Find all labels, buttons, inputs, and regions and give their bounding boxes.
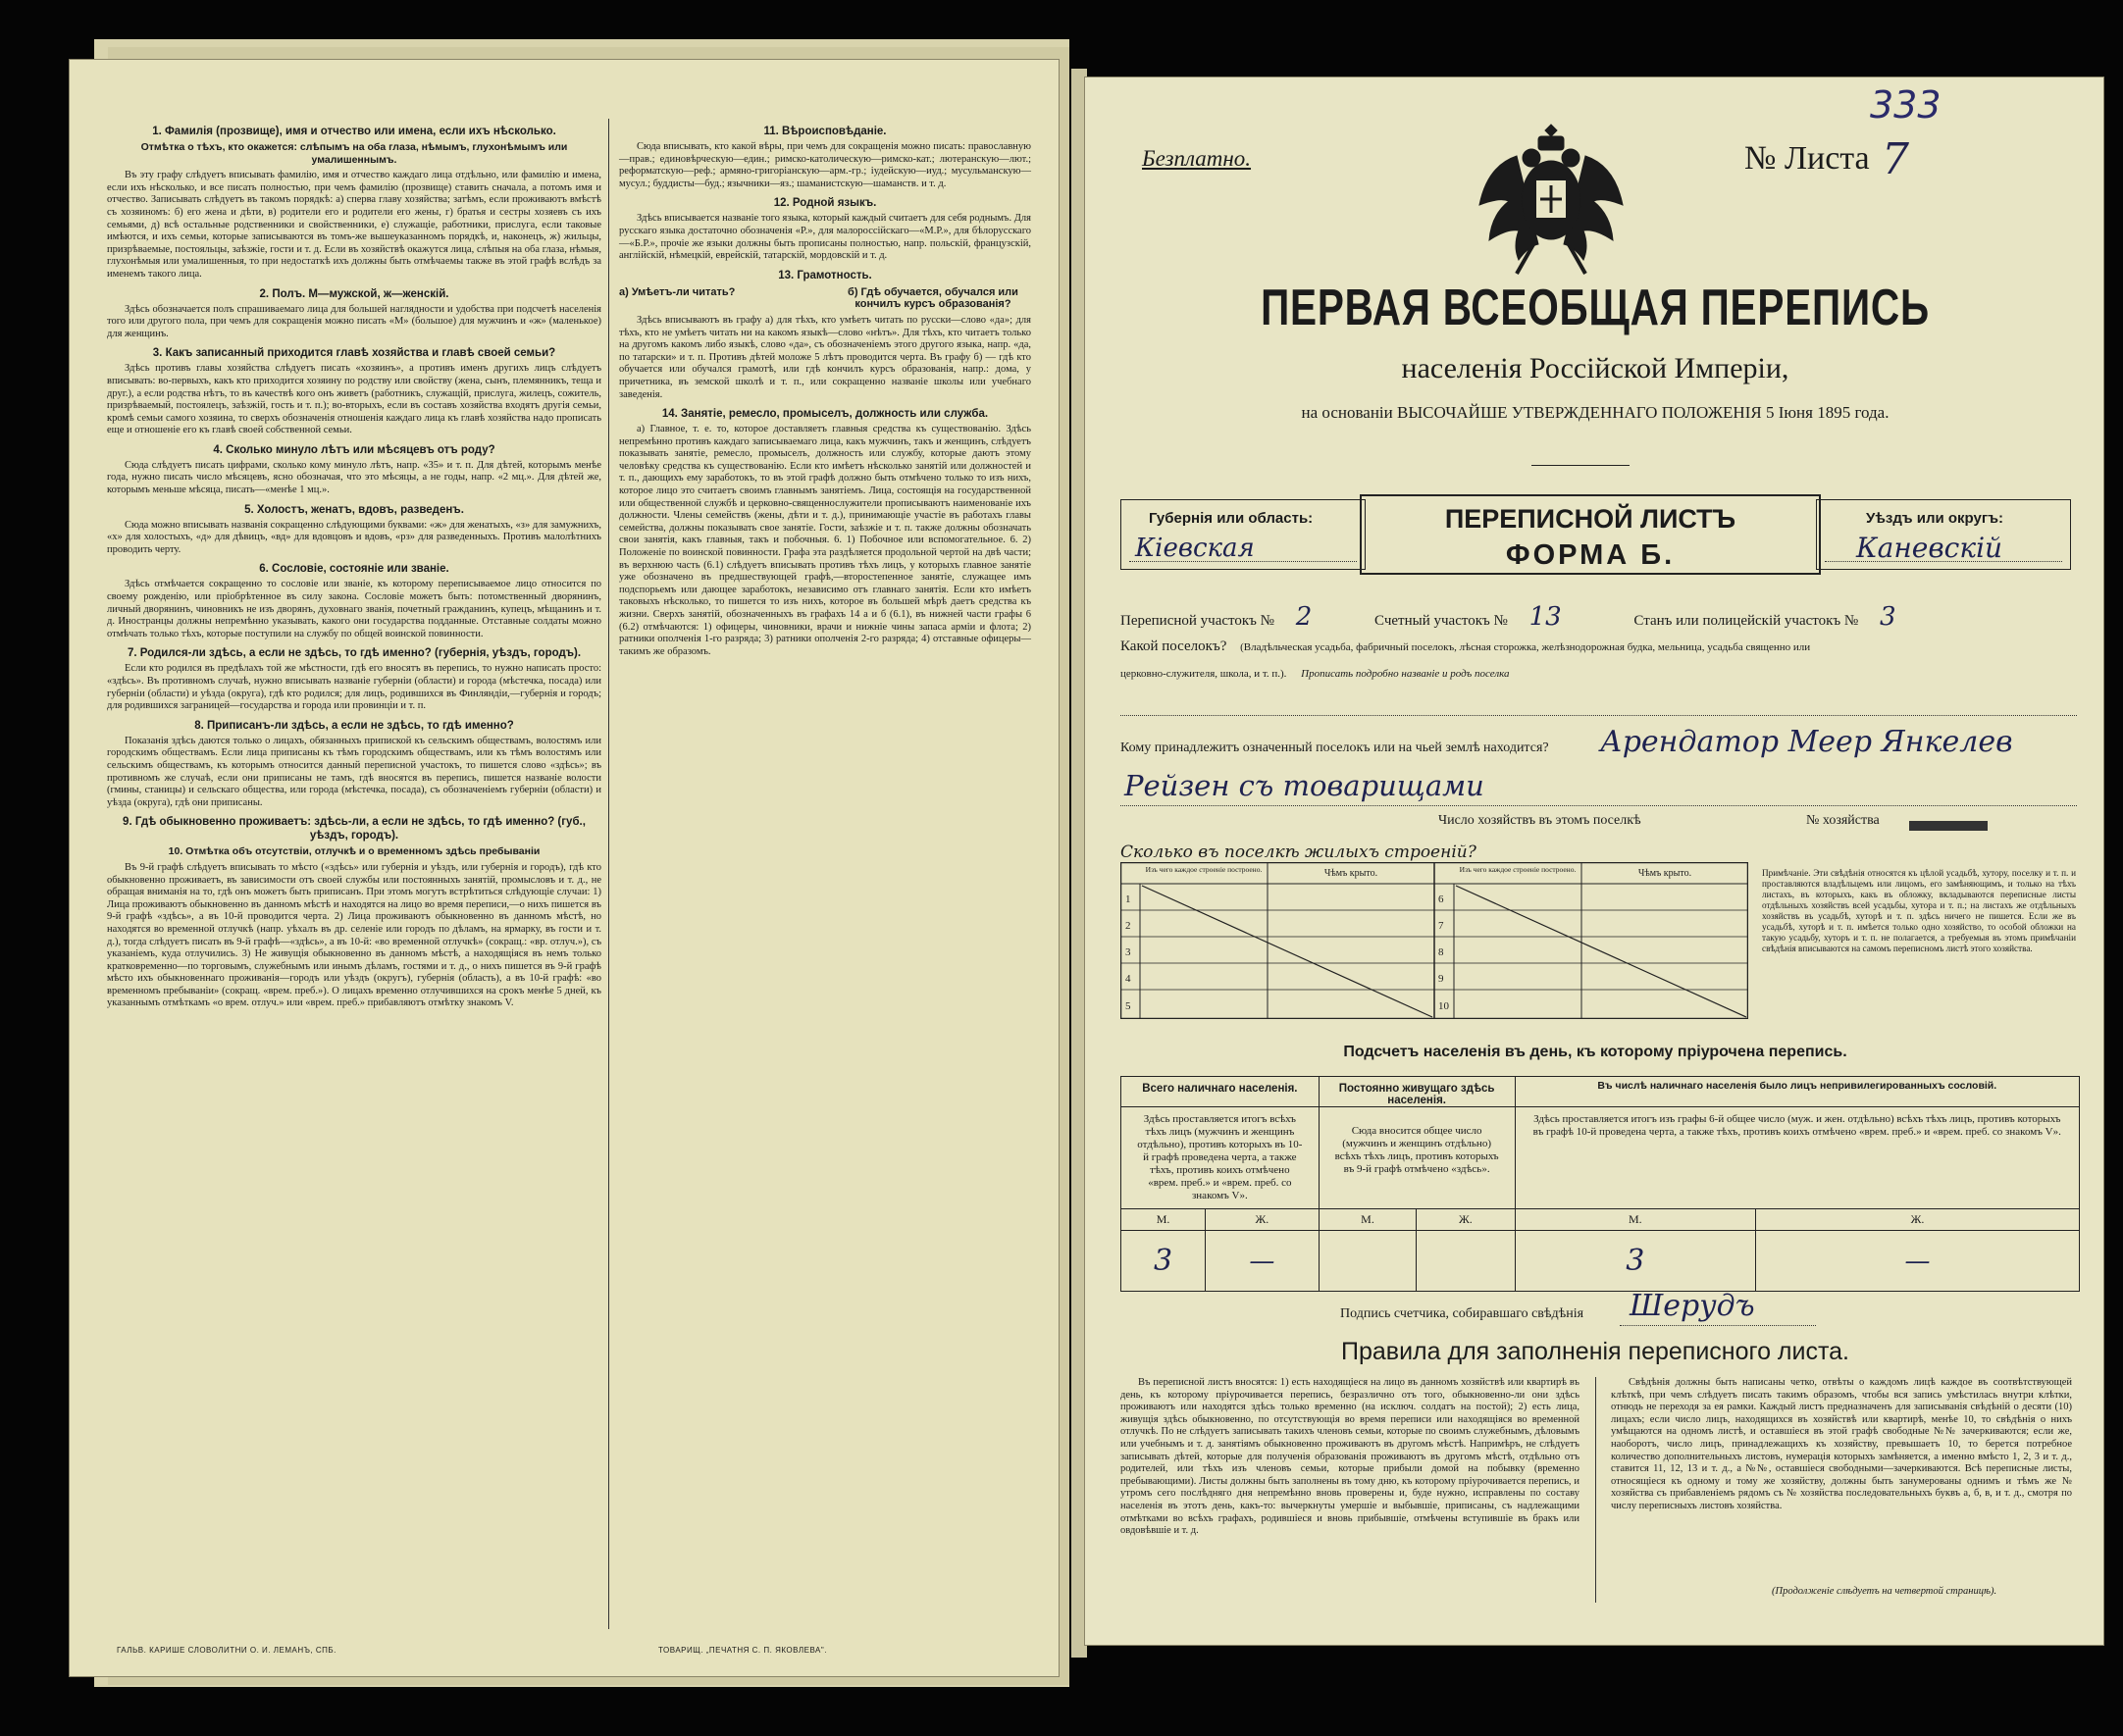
section-text: Въ 9-й графѣ слѣдуетъ вписывать то мѣсто («здѣсь» или губернія и уѣздъ, или губернія и городъ), гдѣ кто обыкновенно проживаетъ, въ зависимости отъ своей службы или постоянныхъ занятій, промысловъ и т. д., не обращая вниманія на то, гдѣ онъ можетъ быть приписанъ. При этомъ могутъ встрѣтиться слѣдующіе случаи: 1) Лица проживаютъ обыкновенно въ данномъ мѣстѣ и находятся на лицо во время переписи,—о нихъ пишется въ 9-й графѣ «здѣсь», а въ 10-й проводится черта. 2) Лица проживаютъ обыкновенно въ данномъ мѣстѣ, но находятся во временной отлучкѣ (напр. уѣхалъ въ др. селеніе или городъ по дѣламъ, на ярмарку, въ гости и т. д.), тогда слѣдуетъ писать въ 9-й графѣ—«здѣсь», а въ 10-й: «во временной отлучкѣ» (сокращ.: «вр. отлуч.»), съ указаніемъ, куда отлучились. 3) Не живущія обыкновенно въ данномъ мѣстѣ, а находящіяся въ немъ только кратковременно—по торговымъ, служебнымъ или инымъ дѣламъ, гостями и т. д., о нихъ пишется въ 9-й графѣ мѣсто ихъ обыкновеннаго проживанія—городъ или уѣздъ (округъ), губернія (область), а въ 10-й графѣ: «во временномъ пребываніи» (сокращ. «врем. преб.»). О лицахъ временно отлучившихся на срокъ менѣе 5 дней, къ указаннымъ отмѣткамъ «о врем. отлуч.» или «врем. преб.» прибавляютъ отмѣтку знакомъ V. [107,861,601,1009]
section-heading: 1. Фамилія (прозвище), имя и отчество или имена, если ихъ нѣсколько. [152,126,556,137]
census-subtitle: населенія Россійской Имперіи, [1401,352,1789,384]
house-row-10: 10 [1438,1000,1449,1012]
section-text: Здѣсь обозначается полъ спрашиваемаго лица для большей наглядности и удобства при подсчетѣ населенія того или другого пола, при чемъ для сокращенія можно писать «М» (большое) для мужчинъ и «ж» (маленькое) для женщинъ. [107,303,601,339]
counting-district-label: Счетный участокъ № [1374,613,1508,629]
rules-title: Правила для заполненія переписного листа. [1341,1338,1849,1365]
population-count-title: Подсчетъ населенія въ день, къ которому пріурочена перепись. [1343,1044,1847,1060]
free-label: Безплатно. [1142,146,1252,171]
section-text: Здѣсь вписывается названіе того языка, который каждый считаетъ для себя роднымъ. Для русскаго языка достаточно обозначенія «Р.», для малороссійскаго—«М.Р.», для бѣлорусскаго—«Б.Р.», прочіе же языки должны быть прописаны полностью, напр. польскій, французскій, англійскій, нѣмецкій, еврейскій, татарскій, мордовскій и т. д. [619,213,1031,262]
houses-label: Сколько въ поселкѣ жилыхъ строеній? [1120,842,1476,862]
total-present-header: Всего наличнаго населенія. [1121,1077,1320,1107]
printer-footer-left: ГАЛЬВ. КАРИШЕ СЛОВОЛИТНИ О. И. ЛЕМАНЪ, СПБ. [117,1646,337,1655]
settlement-row [1120,638,1810,655]
census-form-page [1084,77,2104,1646]
settlement-row-2 [1120,668,1510,680]
permanent-female [1417,1231,1515,1292]
section-heading: 13. Грамотность. [778,269,872,281]
section-heading: 11. Вѣроисповѣданіе. [763,126,887,137]
section-text: Здѣсь противъ главы хозяйства слѣдуетъ писать «хозяинъ», а противъ именъ другихъ лицъ слѣдуетъ вписывать: во-первыхъ, какъ кто приходится хозяину по родству или свойству (жена, сынъ, племянникъ, теща и друг.), а если родства нѣтъ, то въ качествѣ кого онъ живетъ (работникъ, служащій, прислуга, жилецъ, сожитель, призрѣваемый, постоялецъ, заѣзжій, гость и т. п.); во-вторыхъ, если въ составъ хозяйства входятъ другія семьи, кромѣ семьи самого хозяина, то сверхъ обозначенія отношенія каждаго лица къ главѣ хозяйства надо прописать еще и отношеніе его къ главѣ своей собственной семьи. [107,363,601,436]
section-heading: 7. Родился-ли здѣсь, а если не здѣсь, то гдѣ именно? (губернія, уѣздъ, городъ). [127,647,582,660]
sheet-number-label: № Листа [1744,140,1870,177]
section-subheading: Отмѣтка о тѣхъ, кто окажется: слѣпымъ на оба глаза, нѣмымъ, глухонѣмымъ или умалишеннымъ. [140,141,568,166]
household-number-redacted [1909,821,1988,831]
col-male-2: М. [1319,1209,1417,1231]
section-text: Показанія здѣсь даются только о лицахъ, обязанныхъ припиской къ сельскимъ обществамъ, волостямъ или городскимъ обществамъ. Если лица приписаны къ тѣмъ городскимъ обществамъ, или къ тѣмъ волостямъ или сельскимъ обществамъ, къ которымъ относится данный переписной участокъ, то пишется слово «здѣсь»; въ противномъ же случаѣ, если они приписаны не тамъ, гдѣ вносятся въ перепись, пишется названіе волости (гмины, станицы) и сельскаго общества, или города (мѣстечка, посада), съ обозначеніемъ губерніи (области) и уѣзда (округа), гдѣ они приписаны. [107,735,601,808]
permanent-residents-desc: Сюда вносится общее число (мужчинъ и женщинъ отдѣльно) всѣхъ тѣхъ лицъ, противъ которыхъ въ 9-й графѣ отмѣчено «здѣсь». [1319,1107,1515,1209]
col-female-2: Ж. [1417,1209,1515,1231]
houses-col-material-2: Изъ чего каждое строеніе построено. [1459,865,1577,874]
owner-fill-line [1120,805,2077,806]
rules-column-1: Въ переписной листъ вносятся: 1) есть находящіеся на лицо въ данномъ хозяйствѣ или квартирѣ въ день, къ которому пріурочивается перепись, безразлично отъ того, обыкновенно-ли они здѣсь проживаютъ или находятся здѣсь только временно (на исключ. солдатъ на постой); 2) есть лица, живущія здѣсь обыкновенно, по отсутствующія во время переписи или находящіяся во временной отлучкѣ. По не слѣдуетъ записывать такихъ членовъ семьи, которые по своимъ служебнымъ, дѣловымъ или учебнымъ и т. д. занятіямъ обыкновенно проживаютъ въ другомъ мѣстѣ. Напримѣръ, не слѣдуетъ записывать дѣтей, которые для полученія образованія проживаютъ въ другомъ мѣстѣ, отдѣльно отъ родителей, или тѣхъ изъ членовъ семьи, которые прибыли домой на побывку (временно пребывающими). Листы должны быть заполнены въ тому дню, къ которому пріурочивается перепись, и утромъ сего послѣдняго дня непремѣнно вновь проверены и, буде нужно, исправлены по составу населенія въ этотъ день, какъ-то: вычеркнуты умершіе и выбывшіе, приписаны, съ надлежащими отмѣтками во всѣхъ графахъ, родившіеся и вновь прибывшіе, отмѣчены вступившіе въ бракъ или овдовѣвшіе и т. д. [1120,1377,1579,1537]
enumerator-signature: Шерудъ [1630,1289,1755,1323]
printer-footer-right: ТОВАРИЩ. „ПЕЧАТНЯ С. П. ЯКОВЛЕВА". [658,1646,827,1655]
permanent-residents-header: Постоянно живущаго здѣсь населенія. [1319,1077,1515,1107]
section-text: Если кто родился въ предѣлахъ той же мѣстности, гдѣ его вносятъ въ перепись, то нужно написать просто: «здѣсь». Въ противномъ случаѣ, нужно вписывать названіе губерніи (области) и города (мѣстечка, посада) или губерніи (области) и уѣзда (округа), гдѣ кто родился; для лицъ, родившихся въ Финляндіи,—губернія и городъ; для родившихся заграницей—государства и города или провинціи и т. п. [107,663,601,712]
form-variant: ФОРМА Б. [1505,539,1676,571]
section-heading: 2. Полъ. М—мужской, ж—женскій. [259,287,449,300]
district-row [1120,602,1896,632]
owner-value-line1: Арендатор Меер Янкелев [1600,725,2013,759]
census-district-label: Переписной участокъ № [1120,613,1274,629]
section-text: Здѣсь отмѣчается сокращенно то сословіе или званіе, къ которому переписываемое лицо относится по своему рожденію, или пріобрѣтенное въ силу закона. Сословіе можетъ быть: потомственный дворянинъ, личный дворянинъ, чиновникъ не изъ дворянъ, духовнаго званія, почетный гражданинъ, купецъ, мѣщанинъ и т. д. Иностранцы должны непремѣнно указывать, какого они государства подданные. Отставные солдаты можно отмѣчать только тѣхъ, которые поступили на службу по общей воинской повинности. [107,579,601,639]
house-row-7: 7 [1438,920,1444,932]
house-row-8: 8 [1438,946,1444,958]
total-present-female: — [1206,1231,1320,1292]
unprivileged-header: Въ числѣ наличнаго населенія было лицъ непривилегированныхъ сословій. [1515,1077,2079,1107]
instructions-column-2 [619,119,1031,660]
section-heading: 8. Приписанъ-ли здѣсь, а если не здѣсь, то гдѣ именно? [194,719,514,732]
house-row-3: 3 [1125,946,1131,958]
continued-note: (Продолженіе слѣдуетъ на четвертой страницѣ). [1772,1586,1997,1597]
gubernia-box [1120,499,1366,570]
section-text: Сюда слѣдуетъ писать цифрами, сколько кому минуло лѣтъ, напр. «35» и т. п. Для дѣтей, которымъ менѣе года, нужно писать число мѣсяцевъ, ясно обозначая, что это мѣсяцы, а не годы, напр. «2 мц.». Для дѣтей же, которымъ меньше мѣсяца, писать—«менѣе 1 мц.». [107,459,601,496]
population-count-table [1120,1076,2080,1292]
houses-col-roof: Чѣмъ крыто. [1323,868,1378,879]
archive-folio-number: 333 [1870,83,1942,127]
house-row-6: 6 [1438,894,1444,905]
permanent-male [1319,1231,1417,1292]
rules-divider [1595,1377,1596,1603]
section-heading: 4. Сколько минуло лѣтъ или мѣсяцевъ отъ роду? [213,443,495,456]
household-number-label: № хозяйства [1806,813,1880,828]
rules-column-2: Свѣдѣнія должны быть написаны четко, отвѣты о каждомъ лицѣ каждое въ соотвѣтствующей клѣткѣ, при чемъ слѣдуетъ писать такимъ образомъ, чтобы вся запись умѣстилась внутри клѣтки, отнюдь не переходя за ея рамки. Каждый листъ предназначенъ для записыванія свѣдѣній о десяти (10) лицахъ; если число лицъ, находящихся въ хозяйствѣ или квартирѣ, менѣе 10, то свѣдѣнія о нихъ умѣщаются на одномъ листѣ, и оставшіеся въ этой графѣ свободные №№ зачеркиваются; если же, наоборотъ, число лицъ, принадлежащихъ къ хозяйству, превышаетъ 10, то берется потребное количество дополнительныхъ листовъ, нумерація которыхъ замѣняется, а именно вмѣсто 1, 2, 3 и т. д., ставится 11, 12, 13 и т. д., а №№, оставшіеся свободными—зачеркиваются. Всѣ переписные листы, относящіеся къ одному и тому же хозяйству, должны быть занумерованы однимъ и тѣмъ же № хозяйства съ прибавленіемъ рядомъ съ № хозяйства последовательныхъ буквъ а, б, в, и т. д., смотря по числу переписныхъ листовъ хозяйства. [1611,1377,2072,1511]
section-heading: 12. Родной языкъ. [773,197,877,210]
literacy-a: а) Умѣетъ-ли читать? [619,285,736,298]
houses-col-material: Изъ чего каждое строеніе построено. [1145,865,1263,874]
police-district-value: 3 [1879,602,1896,632]
instructions-page [69,59,1060,1677]
house-row-9: 9 [1438,973,1444,985]
house-row-2: 2 [1125,920,1131,932]
unprivileged-male: 3 [1515,1231,1756,1292]
uezd-box [1816,499,2071,570]
gubernia-label: Губернія или область: [1149,510,1314,527]
section-heading: 14. Занятіе, ремесло, промыселъ, должность или служба. [661,408,989,421]
settlement-fill-line [1120,715,2077,716]
sheet-number-value: 7 [1882,134,1909,184]
form-title-box [1360,494,1821,575]
col-female-3: Ж. [1756,1209,2080,1231]
form-title: ПЕРЕПИСНОЙ ЛИСТЪ [1444,504,1736,534]
section-subheading: 10. Отмѣтка объ отсутствіи, отлучкѣ и о временномъ здѣсь пребываніи [168,845,541,858]
house-row-4: 4 [1125,973,1131,985]
police-district-label: Станъ или полицейскій участокъ № [1633,613,1859,629]
col-female-1: Ж. [1206,1209,1320,1231]
gubernia-value: Кіевская [1135,534,1255,563]
instructions-column-1 [107,119,601,1012]
section-text: Здѣсь вписываютъ въ графу а) для тѣхъ, кто умѣетъ читать по русски—слово «да»; для тѣхъ, кто не умѣетъ читать ни на какомъ языкѣ—слово «нѣтъ». Для тѣхъ, кто читаетъ только на другомъ какомъ либо языкѣ, слово «да», съ обозначеніемъ этого другого языка, напр. «да, по татарски» и т. п. Противъ дѣтей моложе 5 лѣтъ проводится черта. Въ графу б) — гдѣ кто обучается или обучался грамотѣ, или гдѣ кончилъ курсъ образованія, напр.: дома, у причетника, въ земской школѣ и т. п., или сокращенно названіе школы или учебнаго заведенія. [619,314,1031,400]
section-heading: 6. Сословіе, состояніе или званіе. [259,563,449,576]
settlement-note: Прописать подробно названіе и родъ поселка [1301,668,1510,680]
imperial-eagle-emblem-icon [1477,117,1625,283]
owner-label: Кому принадлежитъ означенный поселокъ или на чьей землѣ находится? [1120,740,1549,755]
col-male-3: М. [1515,1209,1756,1231]
house-row-5: 5 [1125,1000,1131,1012]
section-text: Сюда можно вписывать названія сокращенно слѣдующими буквами: «ж» для женатыхъ, «з» для замужнихъ, «х» для холостыхъ, «д» для дѣвицъ, «вд» для вдовцовъ и вдовъ, «рз» для разведенныхъ. Противъ малолѣтнихъ проводить черту. [107,519,601,555]
census-district-value: 2 [1295,602,1313,632]
section-heading: 3. Какъ записанный приходится главѣ хозяйства и главѣ своей семьи? [152,347,556,360]
section-heading: 9. Гдѣ обыкновенно проживаетъ: здѣсь-ли, а если не здѣсь, то гдѣ именно? (губ., уѣздъ, городъ). [123,816,586,842]
census-title: ПЕРВАЯ ВСЕОБЩАЯ ПЕРЕПИСЬ [1261,280,1930,336]
uezd-value: Каневскій [1856,532,2003,564]
houses-col-roof-2: Чѣмъ крыто. [1637,868,1692,879]
settlement-hint: (Владѣльческая усадьба, фабричный поселокъ, лѣсная сторожка, желѣзнодорожная будка, мельница, усадьба священно или [1240,641,1811,653]
section-heading: 5. Холостъ, женатъ, вдовъ, разведенъ. [244,503,464,516]
title-rule [1531,465,1630,466]
literacy-b: б) Гдѣ обучается, обучался или кончилъ курсъ образованія? [848,285,1018,311]
uezd-label: Уѣздъ или округъ: [1866,510,2004,527]
census-decree-line: на основаніи ВЫСОЧАЙШЕ УТВЕРЖДЕННАГО ПОЛОЖЕНІЯ 5 Іюня 1895 года. [1301,403,1890,422]
counting-district-value: 13 [1528,602,1562,632]
signature-line [1620,1325,1816,1326]
houses-table [1120,862,1748,1019]
section-text: Въ эту графу слѣдуетъ вписывать фамилію, имя и отчество каждаго лица отдѣльно, или фамилію и имена, если ихъ нѣсколько, и все писать полностью, при чемъ фамилію (прозвище) ставить сначала, а потомъ имя и отчество. Записывать слѣдуетъ въ такомъ порядкѣ: а) сперва главу хозяйства; затѣмъ, если проживаютъ вмѣстѣ съ хозяиномъ: б) его жена и дѣти, в) родители его и родители его жены, г) братья и сестры хозяевъ съ ихъ семьями, д) всѣ остальные родственники и свойственники, е) служащіе, работники, прислуга, если таковые имѣются, и ихъ семьи, которые записываются въ томъ-же вышеуказанномъ порядкѣ, и, наконецъ, ж) жильцы, призрѣваемые, постояльцы, заѣзжіе, гости и т. д. Если въ хозяйствѣ окажутся лица, слѣпыя на оба глаза, нѣмыя, глухонѣмыя или умалишенныя, то при недостаткѣ ихъ должны быть отмѣчаемы также въ этой графѣ вслѣдъ за именемъ такого лица. [107,170,601,280]
column-divider [608,119,609,1629]
houses-note: Примѣчаніе. Эти свѣдѣнія относятся къ цѣлой усадьбѣ, хутору, поселку и т. п. и проставляются владѣльцемъ или лицомъ, его замѣняющимъ, и только на тѣхъ листахъ, въ которыхъ, какъ въ обложку, вкладываются переписные листы отдѣльныхъ хозяйствъ всей усадьбы, хутора и т. п.; на листахъ же отдѣльныхъ хозяйствъ въ усадьбѣ, хуторѣ и т. п. здѣсь ничего не пишется. Если же въ усадьбѣ, хуторѣ и т. п. имѣется только одно хозяйство, то особой обложки на такую усадьбу, хуторъ и т. п. не полагается, а требуемыя въ этомъ примѣчаніи свѣдѣнія вписываются на самомъ переписномъ листѣ этого хозяйства. [1762,868,2076,953]
house-row-1: 1 [1125,894,1131,905]
section-text: Сюда вписывать, кто какой вѣры, при чемъ для сокращенія можно писать: православную—прав.; единовѣрческую—един.; римско-католическую—римско-кат.; лютеранскую—лют.; реформатскую—реф.; армяно-григоріанскую—арм.-гр.; іудейскую—иуд.; мусульманскую—мусул.; буддисты—буд.; язычники—яз.; шаманистскую—шаманств. и т. д. [619,141,1031,189]
unprivileged-female: — [1756,1231,2080,1292]
settlement-label: Какой поселокъ? [1120,638,1227,654]
total-present-male: 3 [1121,1231,1206,1292]
settlement-hint-2: церковно-служителя, школа, и т. п.). [1120,668,1287,680]
unprivileged-desc: Здѣсь проставляется итогъ изъ графы 6-й общее число (муж. и жен. отдѣльно) всѣхъ тѣхъ лицъ, противъ которыхъ въ графѣ 10-й проведена черта, а также тѣхъ, противъ коихъ отмѣчено «врем. преб.» и «врем. преб. со знакомъ V». [1515,1107,2079,1209]
owner-value-line2: Рейзен съ товарищами [1124,769,1484,802]
section-text: а) Главное, т. е. то, которое доставляетъ главныя средства къ существованію. Здѣсь непремѣнно противъ каждаго записываемаго лица, какъ мужчинъ, такъ и женщинъ, слѣдуетъ показывать занятіе, ремесло, промыселъ, должность или службу, которые даютъ этому человѣку средства къ существованію. Если кто имѣетъ нѣсколько занятій или должностей и т. п., дающихъ ему заработокъ, то въ этой графѣ должно быть отмѣчено только то изъ нихъ, которое лицо это считаетъ своимъ главнымъ занятіемъ. Лица, состоящія на государственной или общественной службѣ и церковно-священнослужители прописываютъ наименованіе ихъ должности. Члены семействъ (жены, дѣти и т. д.), принимающіе участіе въ работахъ главы семейства, должны показывать свое занятіе. Гости, заѣзжіе и т. п. также должны обозначать свои занятія, какъ главныя, такъ и побочныя. 6. 1) Побочное или вспомогательное. 6. 2) Положеніе по воинской повинности. Графа эта раздѣляется продольной чертой на двѣ части; въ верхнюю часть (6.1) слѣдуетъ вписывать противъ тѣхъ лицъ, у которыхъ главное занятіе уже обозначено въ предшествующей графѣ,—второстепенное занятіе, служащее имъ подспорьемъ или дающее заработокъ, независимо отъ главнаго занятія. Если кто имѣетъ таковыхъ нѣсколько, то пишется то изъ нихъ, которое въ большей мѣрѣ даетъ средства къ жизни. Сверхъ занятій, обозначенныхъ въ графахъ 14 а и б (6.1), въ нижней части графы 6 (6.2) отмѣчаются: 1) офицеры, чиновники, врачи и нижніе чины запаса арміи и флота; 2) ратники ополченія 1-го разряда; 3) ратники ополченія 2-го разряда; 4) отставные офицеры—такимъ же образомъ. [619,424,1031,657]
literacy-subheadings [619,286,1031,311]
total-present-desc: Здѣсь проставляется итогъ всѣхъ тѣхъ лицъ (мужчинъ и женщинъ отдѣльно), противъ которыхъ въ 10-й графѣ проведена черта, а также тѣхъ, противъ коихъ отмѣчено «врем. преб.» и «врем. преб. со знакомъ V». [1121,1107,1320,1209]
signature-label: Подпись счетчика, собиравшаго свѣдѣнія [1340,1306,1584,1321]
households-label: Число хозяйствъ въ этомъ поселкѣ [1438,813,1641,828]
col-male-1: М. [1121,1209,1206,1231]
